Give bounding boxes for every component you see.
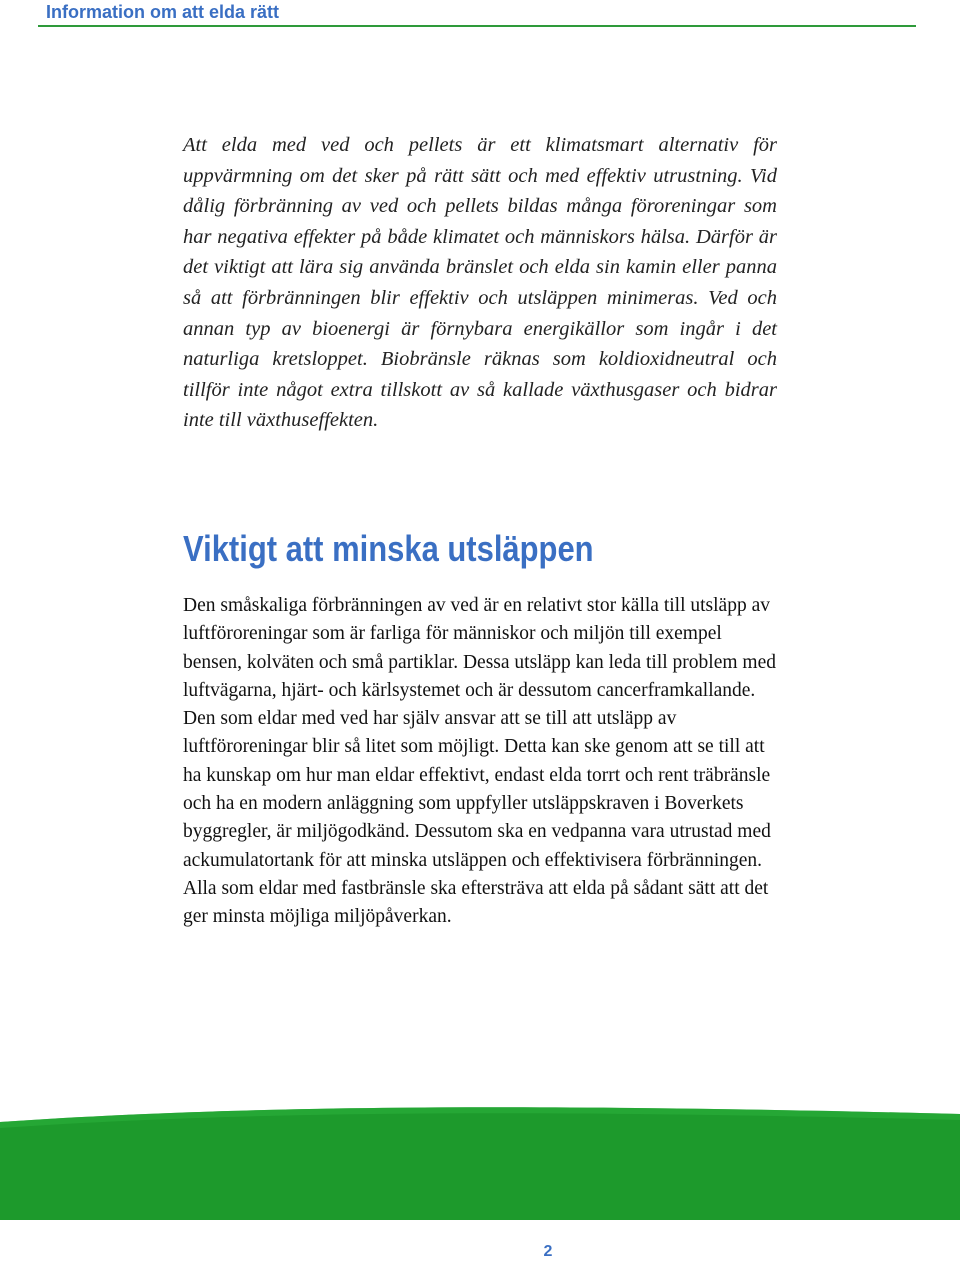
running-header [38,0,916,27]
section-heading: Viktigt att minska utsläppen [183,528,594,569]
section-body-paragraph: Den småskaliga förbränningen av ved är en relativt stor källa till utsläpp av luftföroreningar som är farliga för människor och miljön till exempel bensen, kolväten och små partiklar. Dessa utsläpp kan leda till problem med luftvägarna, hjärt- och kärlsystemet och är dessutom cancerframkallande. Den som eldar med ved har själv ansvar att se till att utsläpp av luftföroreningar blir så litet som möjligt. Detta kan ske genom att se till att ha kunskap om hur man eldar effektivt, endast elda torrt och rent träbränsle och ha en modern anläggning som uppfyller utsläppskraven i Boverkets byggregler, är miljögodkänd. Dessutom ska en vedpanna vara utrustad med ackumulatortank för att minska utsläppen och effektivisera förbränningen. Alla som eldar med fastbränsle ska eftersträva att elda på sådant sätt att det ger minsta möjliga miljöpåverkan. [183,595,776,928]
page-number: 2 [543,1243,553,1260]
intro-paragraph: Att elda med ved och pellets är ett klimatsmart alternativ för uppvärmning om det sker på rätt sätt och med effektiv utrustning. Vid dålig förbränning av ved och pellets bildas många föroreningar som har negativa effekter på både klimatet och människors hälsa. Därför är det viktigt att lära sig använda bränslet och elda sin kamin eller panna så att förbränningen blir effektiv och utsläppen minimeras. Ved och annan typ av bioenergi är förnybara energikällor som ingår i det naturliga kretsloppet. Biobränsle räknas som koldioxidneutral och tillför inte något extra tillskott av så kallade växthusgaser och bidrar inte till växthuseffekten. [183,134,777,432]
running-header-title: Information om att elda rätt [46,2,280,22]
decorative-green-band [0,1100,960,1220]
